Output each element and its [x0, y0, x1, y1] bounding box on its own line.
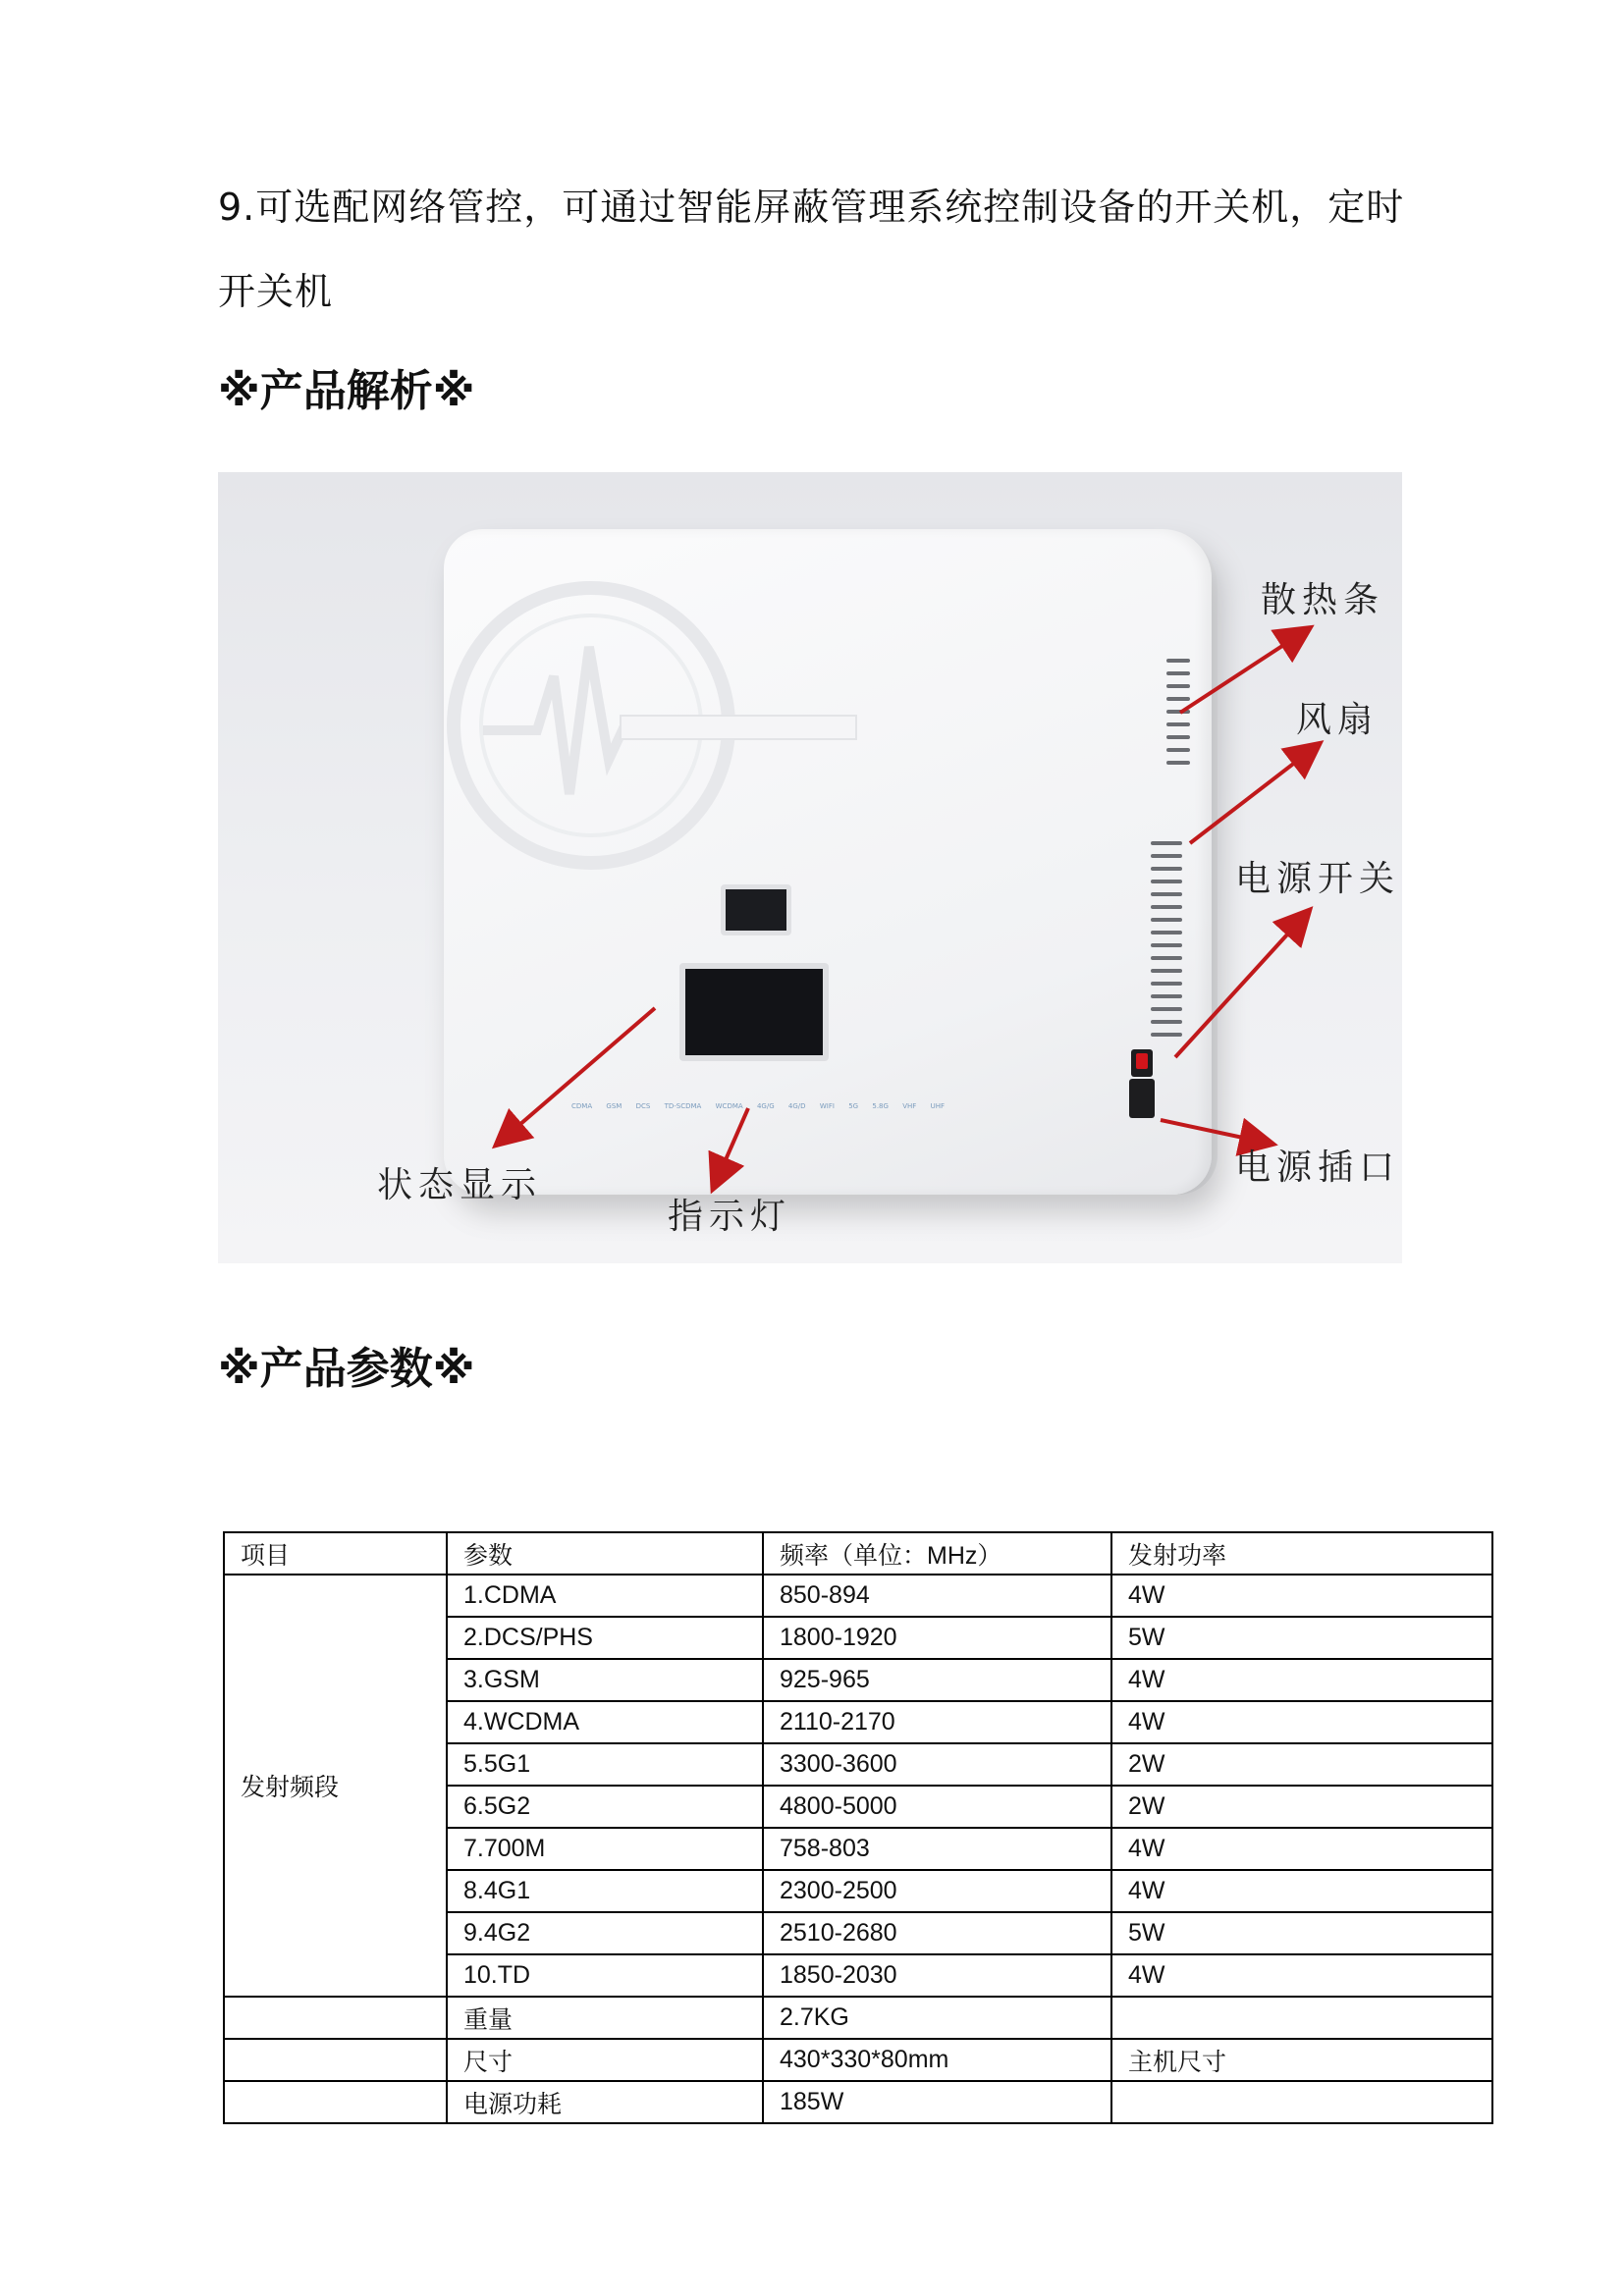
table-cell-power: 4W	[1111, 1828, 1492, 1870]
table-cell-power: 4W	[1111, 1954, 1492, 1997]
intro-paragraph: 9.可选配网络管控，可通过智能屏蔽管理系统控制设备的开关机，定时开关机	[218, 186, 1405, 313]
table-cell-param: 10.TD	[447, 1954, 763, 1997]
callout-status-display: 状态显示	[377, 1165, 543, 1205]
table-cell-freq: 1850-2030	[763, 1954, 1111, 1997]
table-cell-empty	[224, 2039, 447, 2081]
table-cell-power: 4W	[1111, 1701, 1492, 1743]
table-cell-freq: 185W	[763, 2081, 1111, 2123]
table-cell-power: 主机尺寸	[1111, 2039, 1492, 2081]
header-cell: 频率（单位：MHz）	[763, 1532, 1111, 1575]
table-cell-empty	[224, 1997, 447, 2039]
table-cell-power: 4W	[1111, 1870, 1492, 1912]
led-label: CDMA	[571, 1102, 593, 1110]
table-cell-param: 9.4G2	[447, 1912, 763, 1954]
led-label: WIFI	[819, 1102, 835, 1110]
table-cell-param: 1.CDMA	[447, 1575, 763, 1617]
table-cell-empty	[224, 2081, 447, 2123]
table-cell-param: 尺寸	[447, 2039, 763, 2081]
params-table	[223, 1531, 1493, 2124]
section-title-params: ※产品参数※	[218, 1344, 475, 1394]
led-label: WCDMA	[715, 1102, 743, 1110]
table-cell-param: 4.WCDMA	[447, 1701, 763, 1743]
table-cell-freq: 2510-2680	[763, 1912, 1111, 1954]
table-cell-power: 5W	[1111, 1912, 1492, 1954]
table-cell-param: 5.5G1	[447, 1743, 763, 1786]
table-cell-power	[1111, 2081, 1492, 2123]
band-group-cell: 发射频段	[224, 1575, 447, 1997]
table-row	[224, 2039, 1492, 2081]
table-cell-freq: 4800-5000	[763, 1786, 1111, 1828]
callout-power-switch: 电源开关	[1235, 859, 1401, 899]
table-cell-param: 8.4G1	[447, 1870, 763, 1912]
header-cell: 参数	[447, 1532, 763, 1575]
table-row	[224, 1575, 1492, 1617]
led-label: VHF	[902, 1102, 917, 1110]
arrow-heat-sink	[1180, 629, 1308, 713]
header-cell: 项目	[224, 1532, 447, 1575]
table-cell-freq: 3300-3600	[763, 1743, 1111, 1786]
table-cell-param: 2.DCS/PHS	[447, 1617, 763, 1659]
table-cell-freq: 850-894	[763, 1575, 1111, 1617]
led-label: DCS	[635, 1102, 651, 1110]
table-cell-freq: 758-803	[763, 1828, 1111, 1870]
table-cell-freq: 2300-2500	[763, 1870, 1111, 1912]
callout-indicator: 指示灯	[668, 1197, 792, 1237]
table-cell-freq: 2.7KG	[763, 1997, 1111, 2039]
table-header-row	[224, 1532, 1492, 1575]
section-title-analysis: ※产品解析※	[218, 366, 475, 416]
arrow-power-switch	[1175, 912, 1308, 1057]
table-cell-power: 2W	[1111, 1786, 1492, 1828]
led-label: TD-SCDMA	[664, 1102, 702, 1110]
led-label: UHF	[930, 1102, 945, 1110]
arrow-fan	[1190, 745, 1318, 843]
table-cell-power: 4W	[1111, 1575, 1492, 1617]
table-cell-power: 4W	[1111, 1659, 1492, 1701]
led-label: GSM	[606, 1102, 623, 1110]
callout-power-socket: 电源插口	[1235, 1148, 1401, 1188]
led-label: 5.8G	[872, 1102, 889, 1110]
table-row	[224, 2081, 1492, 2123]
table-cell-freq: 1800-1920	[763, 1617, 1111, 1659]
table-cell-param: 7.700M	[447, 1828, 763, 1870]
table-cell-param: 6.5G2	[447, 1786, 763, 1828]
led-label: 4G/G	[756, 1102, 775, 1110]
table-cell-power: 2W	[1111, 1743, 1492, 1786]
table-cell-freq: 925-965	[763, 1659, 1111, 1701]
table-cell-power: 5W	[1111, 1617, 1492, 1659]
table-cell-freq: 430*330*80mm	[763, 2039, 1111, 2081]
callout-heat-sink: 散热条	[1261, 580, 1385, 620]
header-cell: 发射功率	[1111, 1532, 1492, 1575]
product-photo	[218, 472, 1402, 1263]
table-cell-param: 重量	[447, 1997, 763, 2039]
callout-arrows	[218, 472, 1402, 1263]
table-cell-freq: 2110-2170	[763, 1701, 1111, 1743]
table-cell-param: 电源功耗	[447, 2081, 763, 2123]
table-row	[224, 1997, 1492, 2039]
arrow-indicator	[714, 1108, 748, 1187]
led-label: 5G	[848, 1102, 859, 1110]
table-cell-power	[1111, 1997, 1492, 2039]
callout-fan: 风扇	[1296, 700, 1380, 740]
table-cell-param: 3.GSM	[447, 1659, 763, 1701]
led-label: 4G/D	[787, 1102, 806, 1110]
arrow-status-display	[498, 1008, 655, 1144]
